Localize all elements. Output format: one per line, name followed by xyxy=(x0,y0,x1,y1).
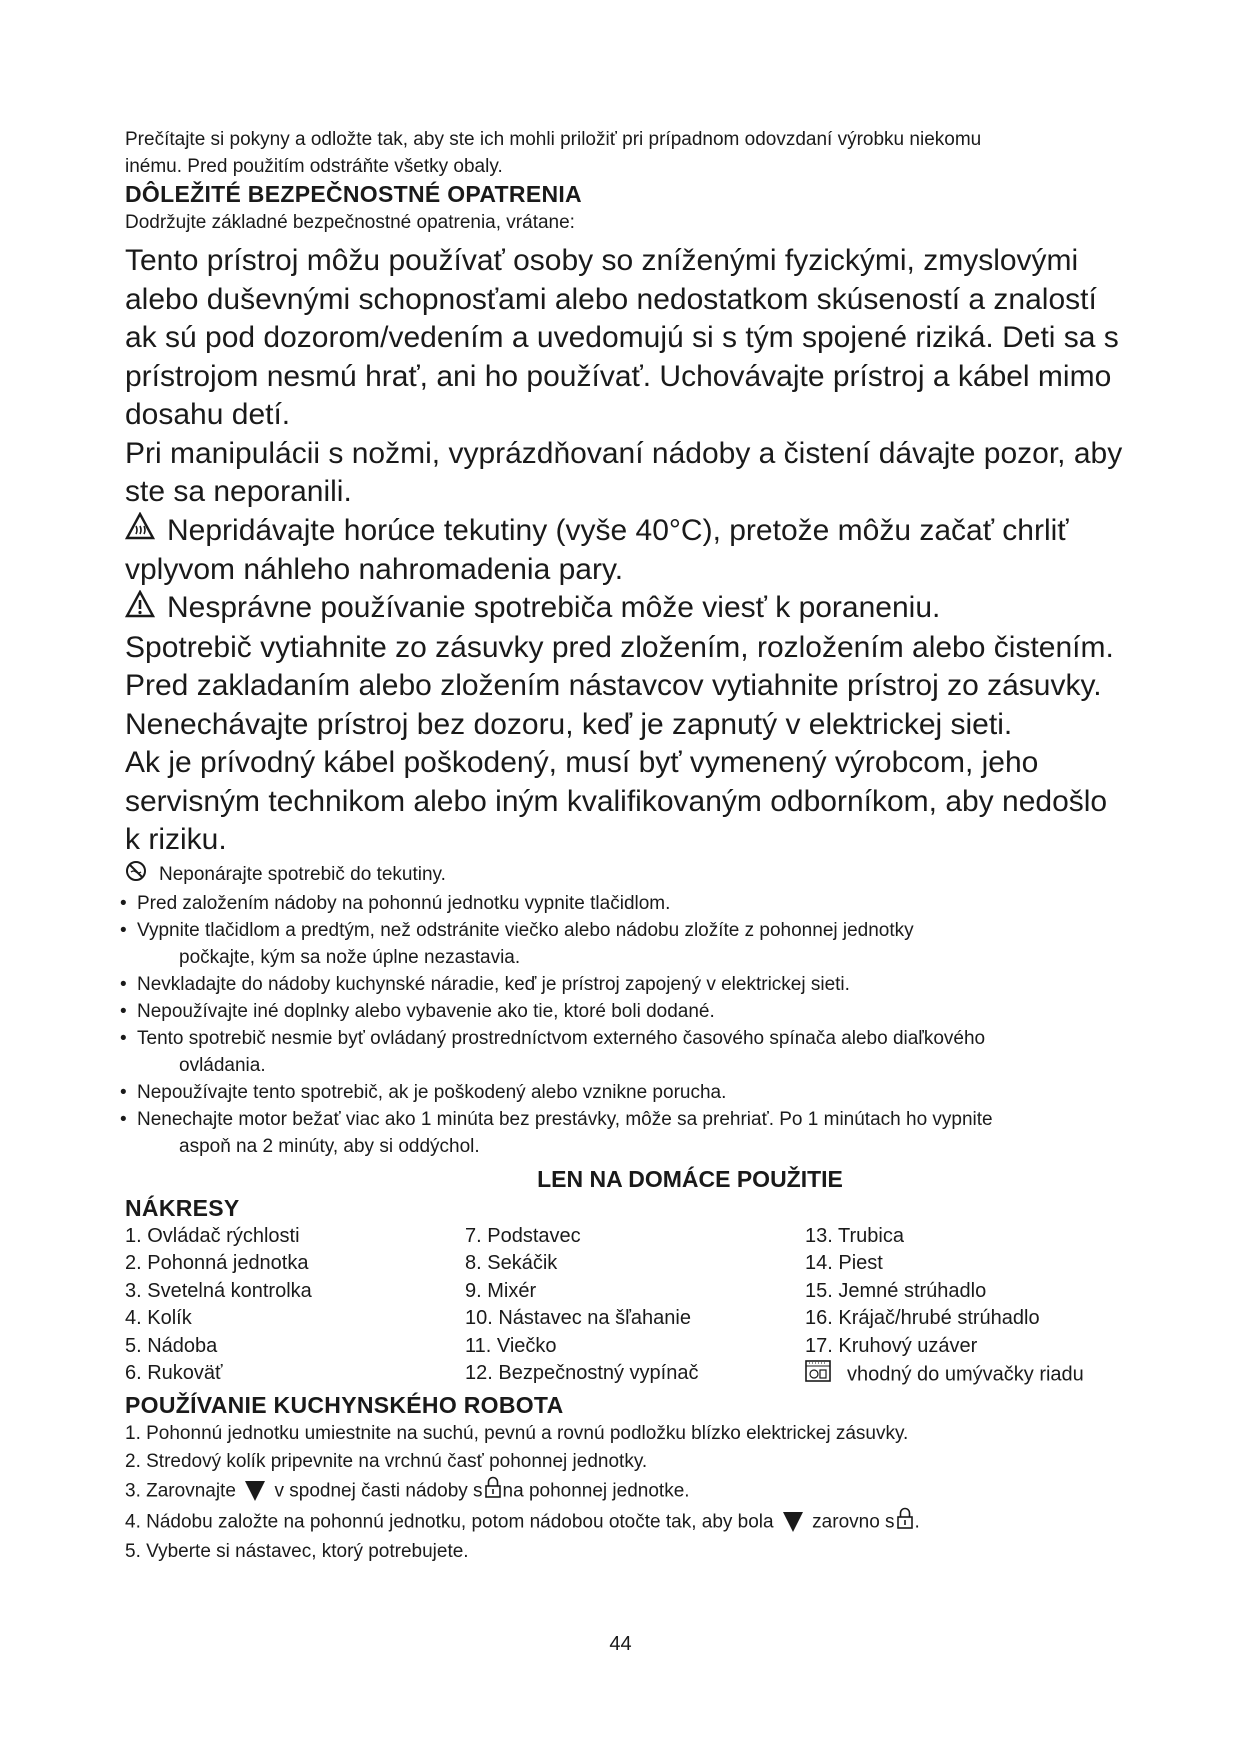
no-immerse-line xyxy=(125,860,1145,890)
bullet-text: Tento spotrebič nesmie byť ovládaný prostredníctvom externého časového spínača alebo diaľkového xyxy=(137,1027,986,1049)
bullet-symbol: • xyxy=(120,892,127,914)
part-item: 2. Pohonná jednotka xyxy=(125,1252,309,1275)
safety-line: Ak je prívodný kábel poškodený, musí byť vymenený výrobcom, jeho xyxy=(125,746,1039,780)
part-item: 17. Kruhový uzáver xyxy=(805,1334,978,1357)
no-immerse-text: Neponárajte spotrebič do tekutiny. xyxy=(159,863,446,885)
part-item: 12. Bezpečnostný vypínač xyxy=(465,1362,699,1385)
bullet-continuation: počkajte, kým sa nože úplne nezastavia. xyxy=(179,946,521,968)
part-item: 6. Rukoväť xyxy=(125,1362,223,1385)
safety-line: k riziku. xyxy=(125,823,227,857)
intro-line: inému. Pred použitím odstráňte všetky obaly. xyxy=(125,156,503,177)
safety-line-text: Nepridávajte horúce tekutiny (vyše 40°C), pretože môžu začať chrliť xyxy=(167,513,1069,547)
parts-grid xyxy=(125,1223,1145,1391)
lock-icon xyxy=(897,1507,913,1538)
bullet-text: Nepoužívajte tento spotrebič, ak je poškodený alebo vznikne porucha. xyxy=(137,1081,727,1103)
dishwasher-safe-icon xyxy=(805,1360,831,1391)
safety-line-text: Nesprávne používanie spotrebiča môže viesť k poraneniu. xyxy=(167,591,941,625)
warning-triangle-icon xyxy=(125,590,155,629)
safety-line xyxy=(125,512,1145,551)
usage-step: 1. Pohonnú jednotku umiestnite na suchú, pevnú a rovnú podložku blízko elektrickej zásuvky. xyxy=(125,1422,909,1444)
safety-line: prístrojom nesmú hrať, ani ho používať. Uchovávajte prístroj a kábel mimo xyxy=(125,359,1112,393)
lock-icon xyxy=(485,1476,501,1507)
bullet-continuation: ovládania. xyxy=(179,1054,266,1076)
usage-step xyxy=(125,1507,1145,1538)
safety-line: Pred zakladaním alebo zložením nástavcov vytiahnite prístroj zo zásuvky. xyxy=(125,669,1102,703)
bullet-text: Nevkladajte do nádoby kuchynské náradie, keď je prístroj zapojený v elektrickej sieti. xyxy=(137,973,850,995)
safety-heading: DÔLEŽITÉ BEZPEČNOSTNÉ OPATRENIA xyxy=(125,181,582,207)
bullet-symbol: • xyxy=(120,1108,127,1130)
list-item xyxy=(120,1106,1145,1160)
down-triangle-icon xyxy=(783,1512,803,1532)
drawings-heading: NÁKRESY xyxy=(125,1194,240,1221)
usage-heading: POUŽÍVANIE KUCHYNSKÉHO ROBOTA xyxy=(125,1391,564,1418)
bullet-symbol: • xyxy=(120,919,127,941)
step-text: v spodnej časti nádoby s xyxy=(274,1480,483,1502)
list-item xyxy=(120,1025,1145,1079)
step-text: zarovno s xyxy=(812,1511,895,1533)
bullet-symbol: • xyxy=(120,1081,127,1103)
safety-line: alebo duševnými schopnosťami alebo nedostatkom skúseností a znalostí xyxy=(125,282,1097,316)
home-use-heading: LEN NA DOMÁCE POUŽITIE xyxy=(537,1165,843,1192)
safety-subheading: Dodržujte základné bezpečnostné opatrenia, vrátane: xyxy=(125,212,575,233)
usage-step: 2. Stredový kolík pripevnite na vrchnú časť pohonnej jednotky. xyxy=(125,1450,648,1472)
usage-steps xyxy=(125,1420,1145,1566)
part-item: 1. Ovládač rýchlosti xyxy=(125,1224,300,1247)
document-page xyxy=(120,126,1145,1566)
do-not-immerse-icon xyxy=(125,860,147,890)
bullet-text: Nepoužívajte iné doplnky alebo vybavenie ako tie, ktoré boli dodané. xyxy=(137,1000,715,1022)
part-item: 7. Podstavec xyxy=(465,1224,581,1247)
list-item xyxy=(120,890,1145,917)
page-number: 44 xyxy=(609,1633,632,1655)
part-item: 8. Sekáčik xyxy=(465,1252,558,1275)
part-item: 15. Jemné strúhadlo xyxy=(805,1279,987,1302)
hot-surface-warning-icon xyxy=(125,512,155,551)
safety-line xyxy=(125,589,1145,628)
dishwasher-label: vhodný do umývačky riadu xyxy=(847,1363,1084,1386)
part-item: 13. Trubica xyxy=(805,1224,904,1247)
safety-line: dosahu detí. xyxy=(125,398,291,431)
part-item: 9. Mixér xyxy=(465,1279,537,1302)
bullet-text: Vypnite tlačidlom a predtým, než odstránite viečko alebo nádobu zložíte z pohonnej jednotky xyxy=(137,919,914,941)
safety-bullet-list xyxy=(120,890,1145,1160)
safety-large-text xyxy=(125,242,1145,860)
list-item xyxy=(120,1079,1145,1106)
intro-paragraph xyxy=(125,126,1145,180)
step-text: 4. Nádobu založte na pohonnú jednotku, potom nádobou otočte tak, aby bola xyxy=(125,1511,774,1533)
safety-line: Tento prístroj môžu používať osoby so zníženými fyzickými, zmyslovými xyxy=(125,244,1079,277)
safety-line: ste sa neporanili. xyxy=(125,475,352,508)
bullet-symbol: • xyxy=(120,1000,127,1022)
intro-line: Prečítajte si pokyny a odložte tak, aby ste ich mohli priložiť pri prípadnom odovzdaní výrobku niekomu xyxy=(125,129,982,150)
down-triangle-icon xyxy=(245,1481,265,1501)
bullet-symbol: • xyxy=(120,973,127,995)
bullet-text: Pred založením nádoby na pohonnú jednotku vypnite tlačidlom. xyxy=(137,892,671,914)
bullet-symbol: • xyxy=(120,1027,127,1049)
safety-line: servisným technikom alebo iným kvalifikovaným odborníkom, aby nedošlo xyxy=(125,784,1108,818)
part-item: 4. Kolík xyxy=(125,1307,192,1330)
part-item: 5. Nádoba xyxy=(125,1334,218,1357)
safety-line: vplyvom náhleho nahromadenia pary. xyxy=(125,552,624,586)
safety-line: ak sú pod dozorom/vedením a uvedomujú si s tým spojené riziká. Deti sa s xyxy=(125,321,1119,354)
list-item xyxy=(120,917,1145,971)
step-text: na pohonnej jednotke. xyxy=(502,1480,690,1502)
step-text: 3. Zarovnajte xyxy=(125,1480,236,1502)
step-text: . xyxy=(914,1511,920,1533)
part-item: 14. Piest xyxy=(805,1252,883,1275)
part-item: 11. Viečko xyxy=(465,1334,557,1357)
bullet-text: Nenechajte motor bežať viac ako 1 minúta bez prestávky, môže sa prehriať. Po 1 minútach ho vypnite xyxy=(137,1108,993,1130)
safety-line: Spotrebič vytiahnite zo zásuvky pred zložením, rozložením alebo čistením. xyxy=(125,630,1114,664)
usage-step: 5. Vyberte si nástavec, ktorý potrebujete. xyxy=(125,1540,469,1562)
safety-line: Nenechávajte prístroj bez dozoru, keď je zapnutý v elektrickej sieti. xyxy=(125,707,1013,741)
list-item xyxy=(120,971,1145,998)
part-item: 16. Krájač/hrubé strúhadlo xyxy=(805,1307,1040,1330)
part-item: 3. Svetelná kontrolka xyxy=(125,1279,312,1302)
dishwasher-item xyxy=(805,1360,1135,1391)
bullet-continuation: aspoň na 2 minúty, aby si oddýchol. xyxy=(179,1135,480,1157)
list-item xyxy=(120,998,1145,1025)
usage-step xyxy=(125,1476,1145,1507)
safety-line: Pri manipulácii s nožmi, vyprázdňovaní nádoby a čistení dávajte pozor, aby xyxy=(125,436,1123,470)
part-item: 10. Nástavec na šľahanie xyxy=(465,1307,691,1330)
